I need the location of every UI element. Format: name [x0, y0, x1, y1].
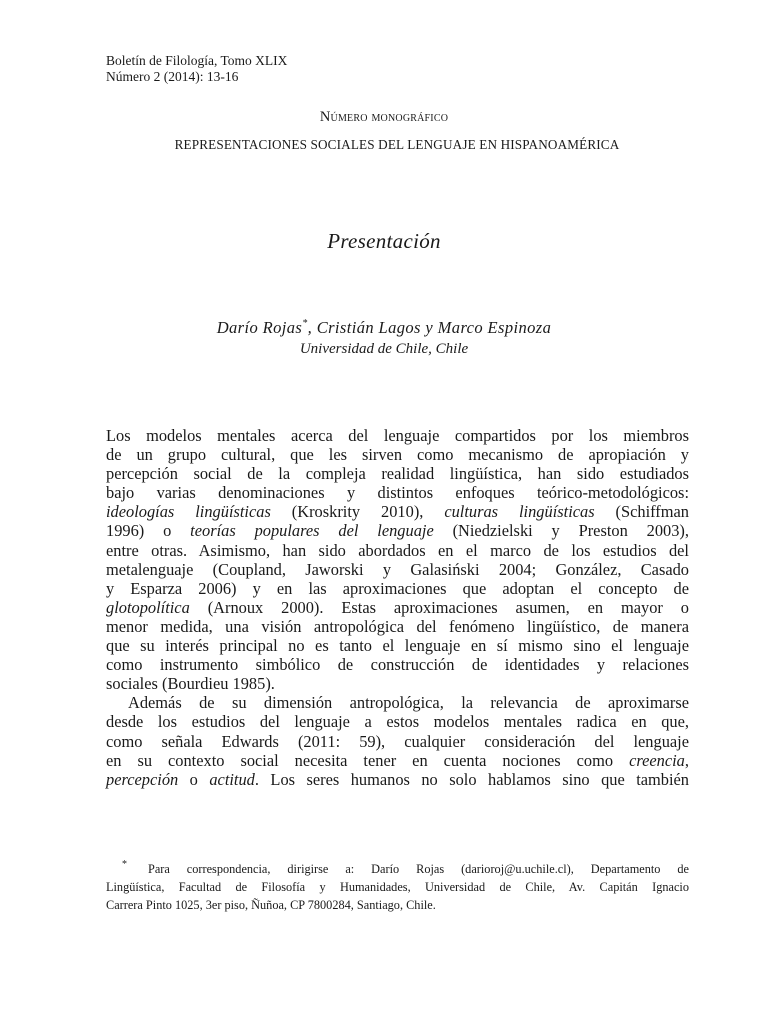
text-line: y Esparza 2006) y en las aproximaciones que adoptan el concepto de: [106, 578, 689, 598]
journal-header: [106, 53, 287, 85]
text-run: (Niedzielski y Preston 2003),: [433, 521, 689, 541]
text-line: Los modelos mentales acerca del lenguaje compartidos por los miembros: [106, 426, 689, 445]
text-line: [106, 502, 689, 521]
text-run: o: [178, 769, 210, 789]
italic-term: actitud: [209, 769, 255, 789]
italic-term: ideologías lingüísticas: [106, 502, 271, 522]
text-line: como instrumento simbólico de construcción de identidades y relaciones: [106, 655, 689, 675]
paragraph-2: [106, 693, 689, 788]
footnote: [106, 860, 689, 914]
footnote-line: Lingüística, Facultad de Filosofía y Humanidades, Universidad de Chile, Av. Capitán Ignacio: [106, 880, 689, 894]
text-line: desde los estudios del lenguaje a estos modelos mentales radica en que,: [106, 712, 689, 732]
text-run: ,: [684, 750, 689, 770]
journal-issue: Número 2 (2014): 13-16: [106, 69, 239, 84]
footnote-line: Carrera Pinto 1025, 3er piso, Ñuñoa, CP 7800284, Santiago, Chile.: [106, 898, 436, 912]
italic-term: creencia: [629, 750, 685, 770]
issue-label-text: Número monográfico: [319, 109, 449, 125]
text-line: Además de su dimensión antropológica, la relevancia de aproximarse: [128, 693, 689, 713]
footnote-text: [106, 860, 689, 914]
footnote-mark: *: [122, 859, 127, 870]
italic-term: glotopolítica: [106, 597, 190, 617]
text-line: [106, 598, 689, 617]
author-names-rest: , Cristián Lagos y Marco Espinoza: [307, 318, 552, 337]
author-footnote-mark: *: [302, 318, 308, 329]
text-line: [106, 751, 689, 770]
text-line: menor medida, una visión antropológica del fenómeno lingüístico, de manera: [106, 616, 689, 636]
italic-term: culturas lingüísticas: [444, 502, 595, 522]
footnote-line: Para correspondencia, dirigirse a: Darío Rojas (darioroj@u.uchile.cl), Departamento de: [148, 862, 689, 876]
issue-label: [0, 109, 768, 126]
italic-term: teorías populares del lenguaje: [190, 521, 434, 541]
text-run: . Los seres humanos no solo hablamos sino que también: [254, 769, 689, 789]
text-line: sociales (Bourdieu 1985).: [106, 674, 275, 694]
text-line: percepción social de la compleja realidad lingüística, han sido estudiados: [106, 464, 689, 484]
text-line: entre otras. Asimismo, han sido abordados en el marco de los estudios del: [106, 540, 689, 560]
text-line: [106, 521, 689, 540]
text-run: (Arnoux 2000). Estas aproximaciones asumen, en mayor o: [189, 597, 689, 617]
article-title: Presentación: [327, 229, 441, 253]
text-line: como señala Edwards (2011: 59), cualquier consideración del lenguaje: [106, 731, 689, 751]
body-text: [106, 426, 689, 789]
journal-title: Boletín de Filología, Tomo XLIX: [106, 53, 288, 68]
author-name: Darío Rojas: [216, 318, 303, 337]
paragraph-1: [106, 426, 689, 693]
text-run: (Schiffman: [594, 502, 689, 522]
italic-term: percepción: [106, 769, 179, 789]
text-line: de un grupo cultural, que les sirven como mecanismo de apropiación y: [106, 445, 689, 465]
text-run: (Kroskrity 2010),: [270, 502, 445, 522]
author-affiliation: Universidad de Chile, Chile: [299, 341, 469, 357]
text-line: bajo varias denominaciones y distintos enfoques teórico-metodológicos:: [106, 483, 689, 503]
text-line: metalenguaje (Coupland, Jaworski y Galasiński 2004; González, Casado: [106, 559, 689, 579]
author-list: [0, 318, 768, 338]
text-line: que su interés principal no es tanto el lenguaje en sí mismo sino el lenguaje: [106, 636, 689, 656]
text-line: [106, 770, 689, 789]
text-run: 1996) o: [106, 521, 191, 541]
text-run: en su contexto social necesita tener en cuenta nociones como: [106, 750, 630, 770]
issue-subtitle: REPRESENTACIONES SOCIALES DEL LENGUAJE EN HISPANOAMÉRICA: [174, 137, 620, 152]
